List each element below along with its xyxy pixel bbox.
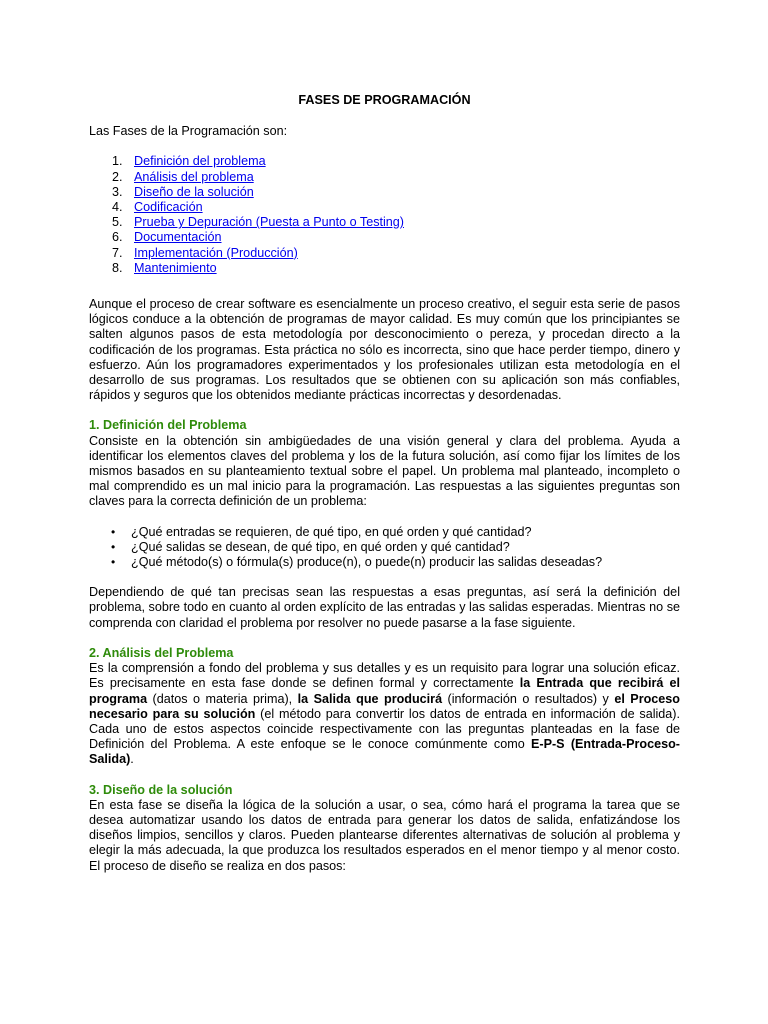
intro-text: Las Fases de la Programación son: [89, 124, 288, 139]
list-item: • ¿Qué método(s) o fórmula(s) produce(n), o puede(n) producir las salidas deseadas? [111, 555, 603, 570]
page-title: FASES DE PROGRAMACIÓN [298, 93, 471, 107]
phases-list [89, 154, 680, 276]
list-item: 8. Mantenimiento [112, 260, 217, 275]
bullet-icon: • [111, 555, 116, 570]
list-item: • ¿Qué salidas se desean, de qué tipo, en qué orden y qué cantidad? [111, 539, 510, 554]
section-body-analisis: Es la comprensión a fondo del problema y sus detalles y es un requisito para lograr una solución eficaz. Es precisamente en esta fase donde se definen formal y correctamente la Entrada que recibirá el programa (datos o materia prima), la Salida que producirá (información o resultados) y el Proceso necesario para su solución (el método para convertir los datos de entrada en información de salida). Cada uno de estos aspectos coincide respectivamente con las preguntas planteadas en la fase de Definición del Problema. A este enfoque se le conoce comúnmente como E-P-S (Entrada-Proceso-Salida). [89, 661, 680, 767]
list-item: 4. Codificación [112, 200, 203, 215]
phase-link-prueba[interactable]: Prueba y Depuración (Puesta a Punto o Testing) [134, 215, 404, 230]
section-body-definicion: Consiste en la obtención sin ambigüedades de una visión general y clara del problema. Ayuda a identificar los elementos claves del problema y los de la futura solución, así como fijar los límites de los mismos basados en su planteamiento textual sobre el papel. Un problema mal planteado, incompleto o mal comprendido es un mal inicio para la programación. Las respuestas a las siguientes preguntas son claves para la correcta definición de un problema: [89, 433, 680, 509]
list-item: 1. Definición del problema [112, 154, 266, 169]
bold-salida: la Salida que producirá [297, 691, 443, 706]
overview-paragraph: Aunque el proceso de crear software es esencialmente un proceso creativo, el seguir esta serie de pasos lógicos conduce a la obtención de programas de mayor calidad. Es muy común que los principiantes se salten algunos pasos de esta metodología por desconocimiento o pereza, y procedan directo a la codificación de los programas. Esta práctica no sólo es incorrecta, sino que hace perder tiempo, dinero y esfuerzo. Aún los programadores experimentados y los profesionales utilizan esta metodología en el desarrollo de sus programas. Los resultados que se obtienen con su aplicación son más confiables, rápidos y seguros que los obtenidos mediante prácticas incorrectas y desordenadas. [89, 297, 680, 403]
list-item: 3. Diseño de la solución [112, 184, 254, 199]
phase-link-diseno[interactable]: Diseño de la solución [134, 184, 254, 199]
bold-entrada: la Entrada que recibirá el programa [89, 676, 680, 706]
bold-eps: E-P-S (Entrada-Proceso-Salida) [89, 737, 680, 767]
phase-link-implementacion[interactable]: Implementación (Producción) [134, 245, 298, 260]
phase-link-codificacion[interactable]: Codificación [134, 200, 203, 215]
bullet-icon: • [111, 539, 116, 554]
list-item: 2. Análisis del problema [112, 169, 254, 184]
phase-link-mantenimiento[interactable]: Mantenimiento [134, 260, 217, 275]
section-heading-analisis: 2. Análisis del Problema [89, 645, 234, 660]
phase-link-definicion[interactable]: Definición del problema [134, 154, 266, 169]
list-item: 5. Prueba y Depuración (Puesta a Punto o Testing) [112, 215, 404, 230]
section-heading-definicion: 1. Definición del Problema [89, 418, 247, 433]
list-item: • ¿Qué entradas se requieren, de qué tipo, en qué orden y qué cantidad? [111, 524, 532, 539]
section-heading-diseno: 3. Diseño de la solución [89, 782, 233, 797]
list-item: 7. Implementación (Producción) [112, 245, 298, 260]
phase-link-analisis[interactable]: Análisis del problema [134, 169, 254, 184]
bold-proceso: el Proceso necesario para su solución [89, 691, 680, 721]
list-item: 6. Documentación [112, 230, 222, 245]
section-body-diseno: En esta fase se diseña la lógica de la solución a usar, o sea, cómo hará el programa la tarea que se desea automatizar usando los datos de entrada para generar los datos de salida, enfatizándose los diseños limpios, sencillos y claros. Pueden plantearse diferentes alternativas de solución al problema y elegir la más adecuada, la que produzca los resultados esperados en el menor tiempo y al menor costo. El proceso de diseño se realiza en dos pasos: [89, 797, 680, 873]
phase-link-documentacion[interactable]: Documentación [134, 230, 222, 245]
section-closing-definicion: Dependiendo de qué tan precisas sean las respuestas a esas preguntas, así será la definición del problema, sobre todo en cuanto al orden explícito de las entradas y las salidas esperadas. Mientras no se comprenda con claridad el problema por resolver no puede pasarse a la fase siguiente. [89, 585, 680, 630]
bullet-icon: • [111, 524, 116, 539]
questions-list [89, 525, 680, 571]
